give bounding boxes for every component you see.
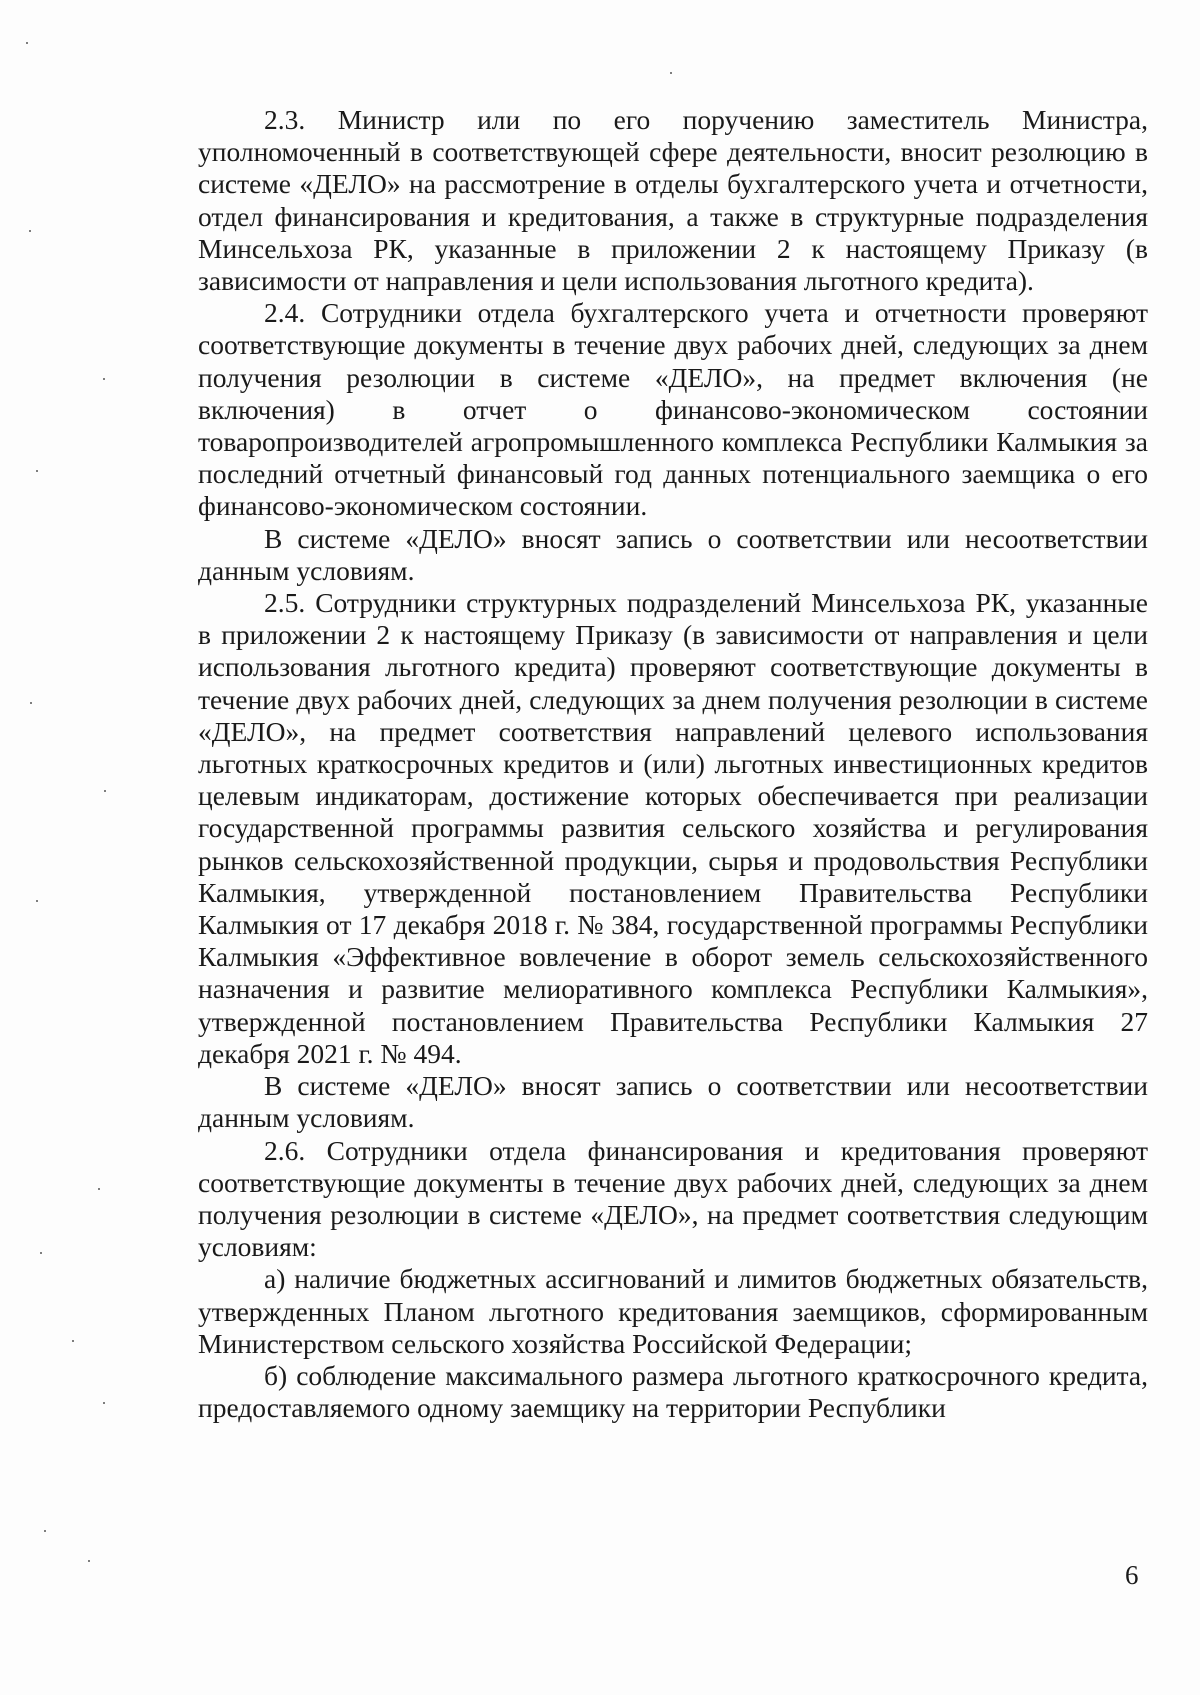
scan-speck: [36, 470, 38, 472]
paragraph-2-5: 2.5. Сотрудники структурных подразделений Минсельхоза РК, указанные в приложении 2 к настоящему Приказу (в зависимости от направления и цели использования льготного кредита) проверяют соответствующие документы в течение двух рабочих дней, следующих за днем получения резолюции в системе «ДЕЛО», на предмет соответствия направлений целевого использования льготных краткосрочных кредитов и (или) льготных инвестиционных кредитов целевым индикаторам, достижение которых обеспечивается при реализации государственной программы развития сельского хозяйства и регулирования рынков сельскохозяйственной продукции, сырья и продовольствия Республики Калмыкия, утвержденной постановлением Правительства Республики Калмыкия от 17 декабря 2018 г. № 384, государственной программы Республики Калмыкия «Эффективное вовлечение в оборот земель сельскохозяйственного назначения и развитие мелиоративного комплекса Республики Калмыкия», утвержденной постановлением Правительства Республики Калмыкия 27 декабря 2021 г. № 494.: [198, 587, 1148, 1069]
scan-speck: [88, 1560, 90, 1562]
paragraph-2-3: 2.3. Министр или по его поручению заместитель Министра, уполномоченный в соответствующей сфере деятельности, вносит резолюцию в системе «ДЕЛО» на рассмотрение в отделы бухгалтерского учета и отчетности, отдел финансирования и кредитования, а также в структурные подразделения Минсельхоза РК, указанные в приложении 2 к настоящему Приказу (в зависимости от направления и цели использования льготного кредита).: [198, 104, 1148, 297]
scan-speck: [103, 1402, 105, 1404]
scan-speck: [40, 1252, 42, 1254]
paragraph-2-6: 2.6. Сотрудники отдела финансирования и кредитования проверяют соответствующие документы в течение двух рабочих дней, следующих за днем получения резолюции в системе «ДЕЛО», на предмет соответствия следующим условиям:: [198, 1134, 1148, 1263]
scan-speck: [36, 900, 38, 902]
paragraph-2-4: 2.4. Сотрудники отдела бухгалтерского учета и отчетности проверяют соответствующие документы в течение двух рабочих дней, следующих за днем получения резолюции в системе «ДЕЛО», на предмет включения (не включения) в отчет о финансово-экономическом состоянии товаропроизводителей агропромышленного комплекса Республики Калмыкия за последний отчетный финансовый год данных потенциального заемщика о его финансово-экономическом состоянии.: [198, 297, 1148, 522]
document-body: [198, 104, 1148, 1424]
paragraph-2-4-note: В системе «ДЕЛО» вносят запись о соответствии или несоответствии данным условиям.: [198, 522, 1148, 586]
paragraph-2-6-a: а) наличие бюджетных ассигнований и лимитов бюджетных обязательств, утвержденных Планом льготного кредитования заемщиков, сформированным Министерством сельского хозяйства Российской Федерации;: [198, 1263, 1148, 1359]
paragraph-2-6-b: б) соблюдение максимального размера льготного краткосрочного кредита, предоставляемого одному заемщику на территории Республики: [198, 1359, 1148, 1424]
page-number: 6: [1125, 1560, 1139, 1590]
scan-speck: [44, 1530, 46, 1532]
scan-speck: [29, 230, 31, 232]
paragraph-2-5-note: В системе «ДЕЛО» вносят запись о соответствии или несоответствии данным условиям.: [198, 1070, 1148, 1134]
scan-speck: [104, 790, 106, 792]
scan-speck: [670, 72, 672, 74]
scan-speck: [30, 702, 32, 704]
scan-speck: [98, 1188, 100, 1190]
scan-speck: [26, 42, 28, 44]
scan-speck: [103, 378, 105, 380]
scan-speck: [72, 1340, 74, 1342]
